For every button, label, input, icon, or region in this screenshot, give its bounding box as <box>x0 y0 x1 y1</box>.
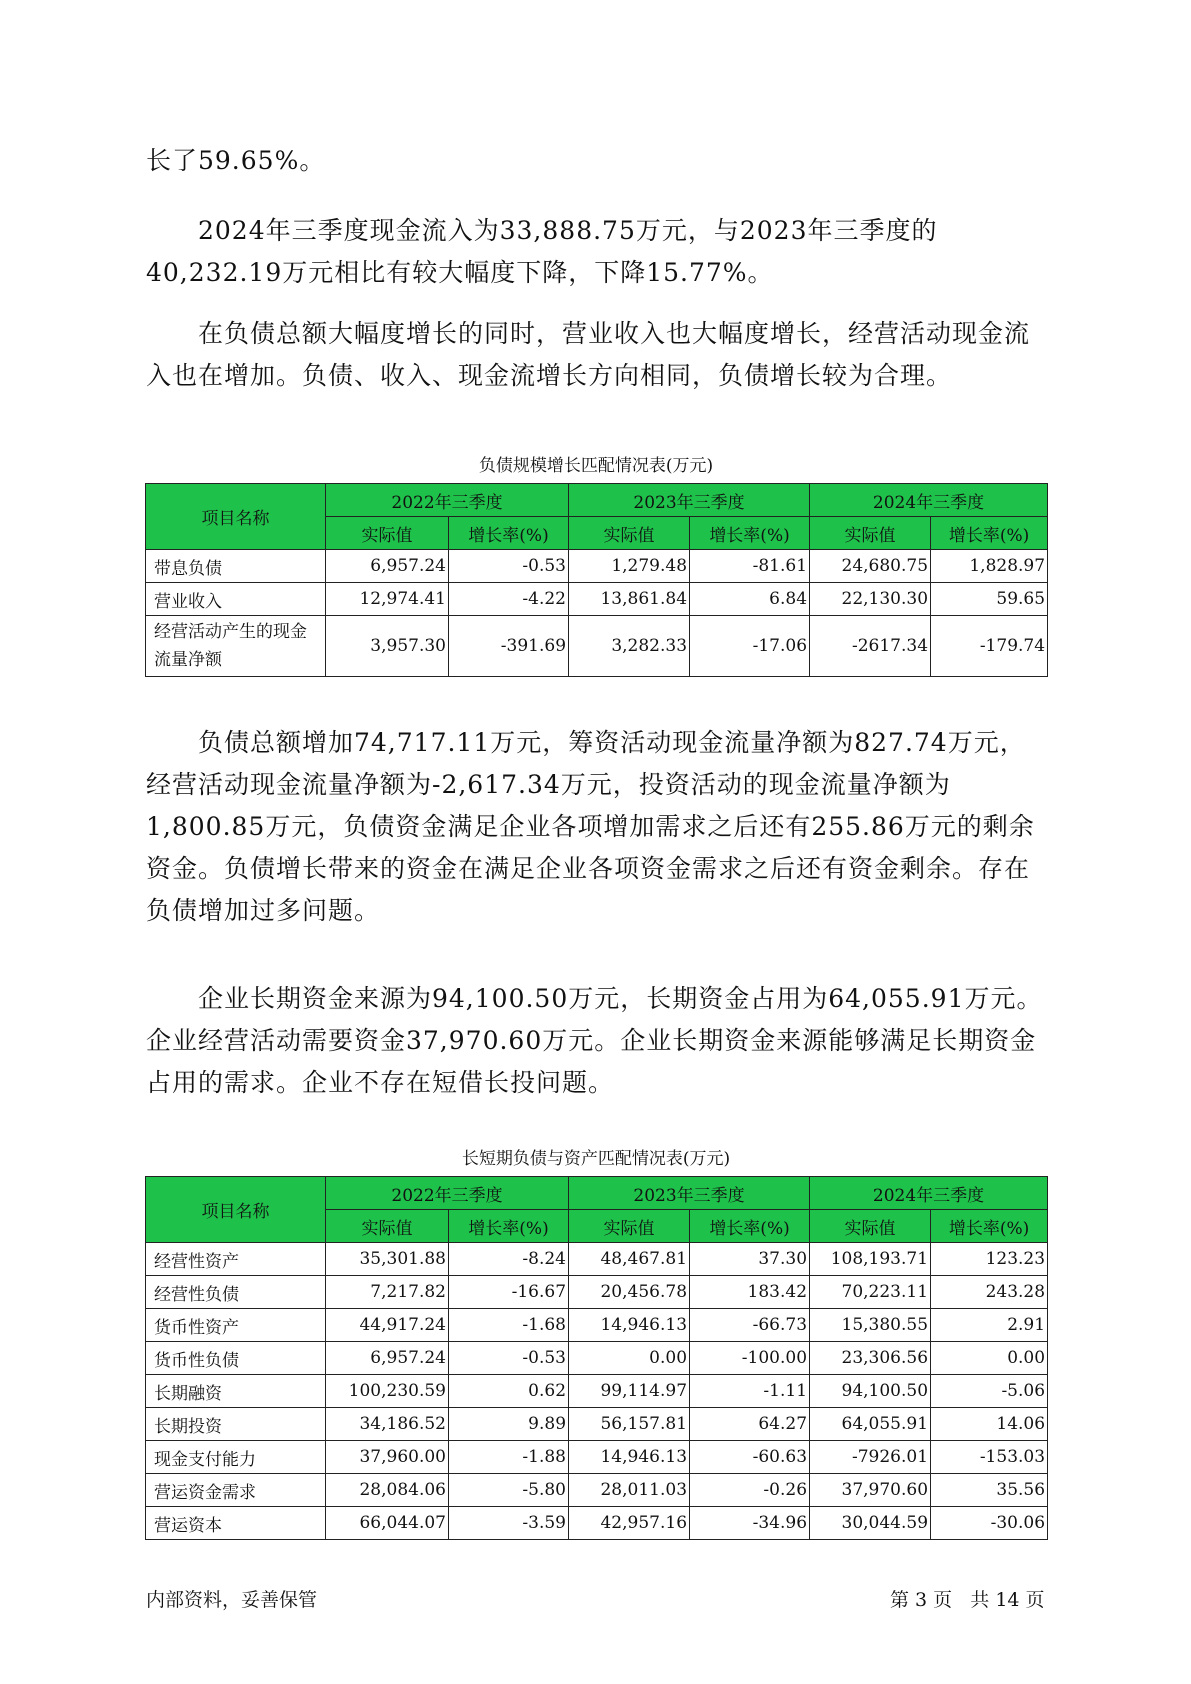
table2-cell: 94,100.50 <box>810 1375 931 1408</box>
table2-row-label: 现金支付能力 <box>146 1441 326 1474</box>
table1-cell: 3,957.30 <box>326 616 449 677</box>
table2-cell: 9.89 <box>449 1408 569 1441</box>
table1-cell: 3,282.33 <box>569 616 690 677</box>
table2-cell: -0.26 <box>690 1474 810 1507</box>
table1-cell: 59.65 <box>931 583 1048 616</box>
table2-sub-header: 实际值 <box>810 1210 931 1243</box>
table1-sub-header: 实际值 <box>810 517 931 550</box>
table2-row <box>146 1507 1048 1540</box>
paragraph-debt-growth: 在负债总额大幅度增长的同时，营业收入也大幅度增长，经营活动现金流入也在增加。负债、收入、现金流增长方向相同，负债增长较为合理。 <box>146 319 1031 390</box>
table1-cell: 6,957.24 <box>326 550 449 583</box>
table2-cell: 28,084.06 <box>326 1474 449 1507</box>
table2-cell: -0.53 <box>449 1342 569 1375</box>
table2-cell: 14.06 <box>931 1408 1048 1441</box>
table1-name-header: 项目名称 <box>146 484 326 550</box>
table2-cell: 37,960.00 <box>326 1441 449 1474</box>
table2-cell: -5.06 <box>931 1375 1048 1408</box>
table2-cell: -1.88 <box>449 1441 569 1474</box>
table1-period-header: 2024年三季度 <box>810 484 1048 517</box>
table2-sub-header: 增长率(%) <box>690 1210 810 1243</box>
footer-confidential: 内部资料，妥善保管 <box>146 1589 318 1611</box>
table2-period-header: 2022年三季度 <box>326 1177 569 1210</box>
footer-page-number: 第 3 页 共 14 页 <box>890 1589 1045 1611</box>
table2-cell: 64.27 <box>690 1408 810 1441</box>
table2-row-label: 货币性负债 <box>146 1342 326 1375</box>
table2-cell: 42,957.16 <box>569 1507 690 1540</box>
table2-sub-header: 增长率(%) <box>931 1210 1048 1243</box>
table2-cell: 14,946.13 <box>569 1309 690 1342</box>
table1-caption: 负债规模增长匹配情况表(万元) <box>478 456 714 476</box>
table2-cell: 66,044.07 <box>326 1507 449 1540</box>
table2-row <box>146 1243 1048 1276</box>
table2-cell: 6,957.24 <box>326 1342 449 1375</box>
table2-row <box>146 1474 1048 1507</box>
paragraph-continuation: 长了59.65%。 <box>146 146 326 175</box>
table2-cell: 48,467.81 <box>569 1243 690 1276</box>
table2-cell: 100,230.59 <box>326 1375 449 1408</box>
table2-cell: 34,186.52 <box>326 1408 449 1441</box>
table2-cell: 23,306.56 <box>810 1342 931 1375</box>
table2-row <box>146 1342 1048 1375</box>
table1-cell: -17.06 <box>690 616 810 677</box>
table2-row <box>146 1309 1048 1342</box>
table2-sub-header: 实际值 <box>569 1210 690 1243</box>
table1-cell: 6.84 <box>690 583 810 616</box>
table2-row-label: 货币性资产 <box>146 1309 326 1342</box>
table2-cell: 44,917.24 <box>326 1309 449 1342</box>
table2-cell: 123.23 <box>931 1243 1048 1276</box>
table2-name-header: 项目名称 <box>146 1177 326 1243</box>
table2-row-label: 营运资金需求 <box>146 1474 326 1507</box>
table1-row-label: 带息负债 <box>146 550 326 583</box>
table2-cell: 0.00 <box>569 1342 690 1375</box>
table2-cell: 35.56 <box>931 1474 1048 1507</box>
table2-cell: -1.68 <box>449 1309 569 1342</box>
table2-cell: 64,055.91 <box>810 1408 931 1441</box>
table2-cell: 56,157.81 <box>569 1408 690 1441</box>
table2-cell: 243.28 <box>931 1276 1048 1309</box>
table2-cell: 14,946.13 <box>569 1441 690 1474</box>
table2-cell: 99,114.97 <box>569 1375 690 1408</box>
table2-cell: -66.73 <box>690 1309 810 1342</box>
table2-cell: -16.67 <box>449 1276 569 1309</box>
table1-period-header: 2023年三季度 <box>569 484 810 517</box>
table1-cell: -0.53 <box>449 550 569 583</box>
table2-cell: -100.00 <box>690 1342 810 1375</box>
table1-cell: -179.74 <box>931 616 1048 677</box>
table2-period-header: 2023年三季度 <box>569 1177 810 1210</box>
table2-cell: 0.62 <box>449 1375 569 1408</box>
table1-cell: 24,680.75 <box>810 550 931 583</box>
table2-cell: -30.06 <box>931 1507 1048 1540</box>
table2-cell: 7,217.82 <box>326 1276 449 1309</box>
table2-sub-header: 增长率(%) <box>449 1210 569 1243</box>
table2-cell: 30,044.59 <box>810 1507 931 1540</box>
long-short-matching-table <box>145 1176 1048 1540</box>
table2-period-header: 2024年三季度 <box>810 1177 1048 1210</box>
table2-caption: 长短期负债与资产匹配情况表(万元) <box>461 1149 731 1169</box>
table1-sub-header: 实际值 <box>569 517 690 550</box>
table2-cell: -5.80 <box>449 1474 569 1507</box>
table2-sub-header: 实际值 <box>326 1210 449 1243</box>
table2-cell: -7926.01 <box>810 1441 931 1474</box>
table2-row-label: 长期投资 <box>146 1408 326 1441</box>
table2-cell: -60.63 <box>690 1441 810 1474</box>
paragraph-cash-inflow: 2024年三季度现金流入为33,888.75万元，与2023年三季度的40,232.19万元相比有较大幅度下降，下降15.77%。 <box>146 216 938 287</box>
table1-cell: 12,974.41 <box>326 583 449 616</box>
table1-sub-header: 增长率(%) <box>931 517 1048 550</box>
table1-cell: -391.69 <box>449 616 569 677</box>
table1-row <box>146 583 1048 616</box>
table1-cell: 1,828.97 <box>931 550 1048 583</box>
table2-cell: 15,380.55 <box>810 1309 931 1342</box>
paragraph-debt-funds: 负债总额增加74,717.11万元，筹资活动现金流量净额为827.74万元，经营活动现金流量净额为-2,617.34万元，投资活动的现金流量净额为1,800.85万元，负债资金满足企业各项增加需求之后还有255.86万元的剩余资金。负债增长带来的资金在满足企业各项资金需求之后还有资金剩余。存在负债增加过多问题。 <box>146 728 1035 925</box>
table1-sub-header: 增长率(%) <box>690 517 810 550</box>
table2-cell: -8.24 <box>449 1243 569 1276</box>
table1-row <box>146 550 1048 583</box>
table2-row-label: 经营性负债 <box>146 1276 326 1309</box>
table2-cell: 0.00 <box>931 1342 1048 1375</box>
table2-cell: 183.42 <box>690 1276 810 1309</box>
table2-cell: 37,970.60 <box>810 1474 931 1507</box>
table2-cell: -34.96 <box>690 1507 810 1540</box>
table2-cell: 28,011.03 <box>569 1474 690 1507</box>
table2-cell: 2.91 <box>931 1309 1048 1342</box>
table2-cell: 37.30 <box>690 1243 810 1276</box>
table2-row-label: 经营性资产 <box>146 1243 326 1276</box>
paragraph-long-term-funds: 企业长期资金来源为94,100.50万元，长期资金占用为64,055.91万元。企业经营活动需要资金37,970.60万元。企业长期资金来源能够满足长期资金占用的需求。企业不存在短借长投问题。 <box>146 984 1043 1097</box>
table1-sub-header: 增长率(%) <box>449 517 569 550</box>
table2-row-label: 营运资本 <box>146 1507 326 1540</box>
table2-cell: -153.03 <box>931 1441 1048 1474</box>
table1-cell: 13,861.84 <box>569 583 690 616</box>
table2-row-label: 长期融资 <box>146 1375 326 1408</box>
table1-row-label: 营业收入 <box>146 583 326 616</box>
table1-row <box>146 616 1048 677</box>
table2-cell: 20,456.78 <box>569 1276 690 1309</box>
table1-cell: -4.22 <box>449 583 569 616</box>
table2-cell: 35,301.88 <box>326 1243 449 1276</box>
table2-cell: 70,223.11 <box>810 1276 931 1309</box>
table1-sub-header: 实际值 <box>326 517 449 550</box>
table2-cell: -1.11 <box>690 1375 810 1408</box>
table1-period-header: 2022年三季度 <box>326 484 569 517</box>
table2-row <box>146 1441 1048 1474</box>
table1-cell: -2617.34 <box>810 616 931 677</box>
table1-cell: 22,130.30 <box>810 583 931 616</box>
table2-row <box>146 1375 1048 1408</box>
table2-row <box>146 1408 1048 1441</box>
table1-cell: 1,279.48 <box>569 550 690 583</box>
table2-cell: 108,193.71 <box>810 1243 931 1276</box>
table2-cell: -3.59 <box>449 1507 569 1540</box>
debt-growth-table <box>145 483 1048 677</box>
table2-row <box>146 1276 1048 1309</box>
table1-row-label: 经营活动产生的现金流量净额 <box>146 616 326 677</box>
table1-cell: -81.61 <box>690 550 810 583</box>
